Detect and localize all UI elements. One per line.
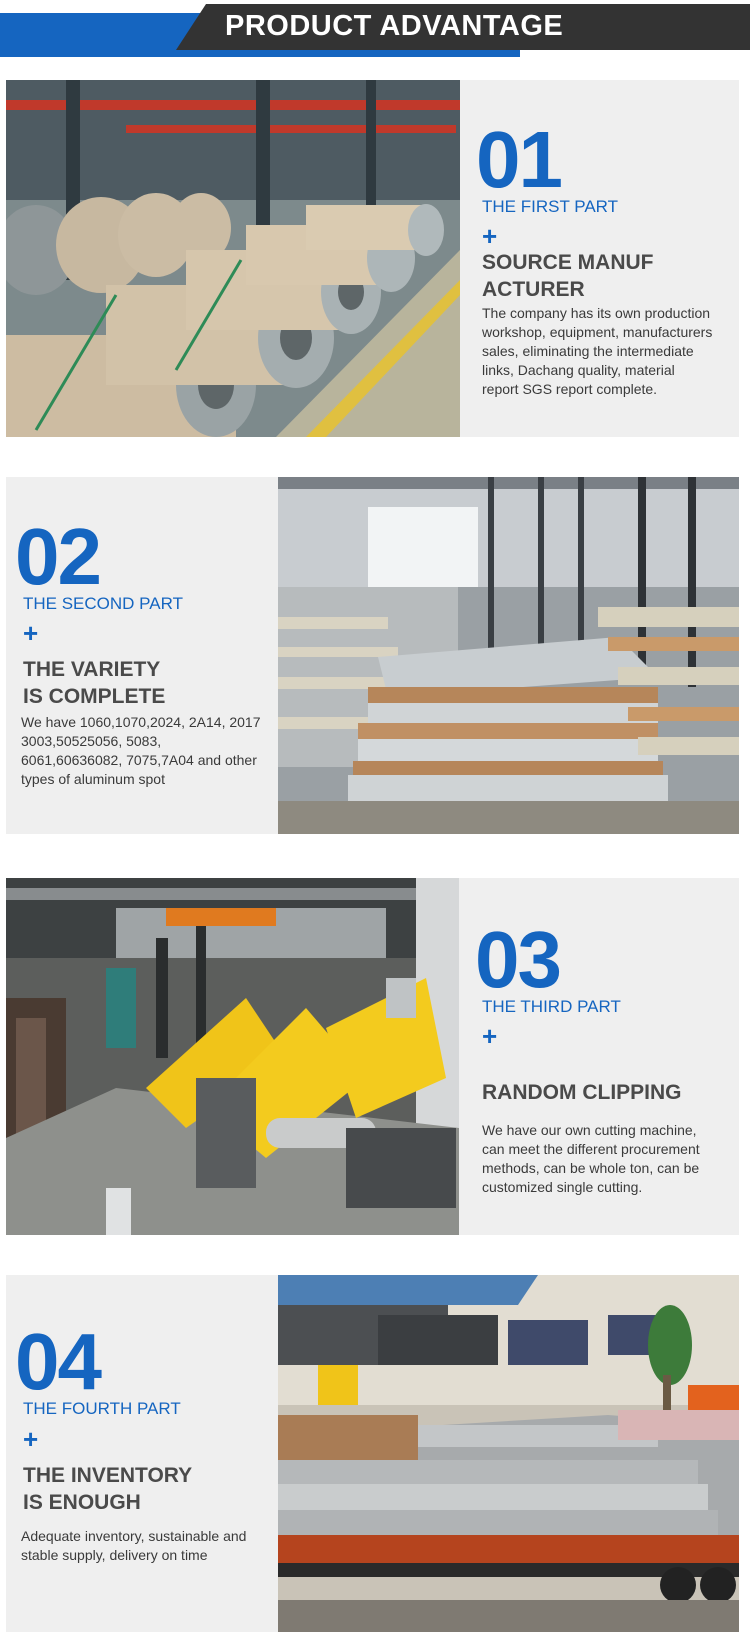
plus-icon: + <box>482 1021 498 1051</box>
aluminum-plates-photo <box>278 477 739 834</box>
advantage-section-1 <box>6 80 739 437</box>
section-part-label: THE SECOND PART <box>23 594 183 613</box>
section-number: 04 <box>15 1317 100 1406</box>
section-heading: RANDOM CLIPPING <box>482 1081 682 1104</box>
truck-delivery-photo <box>278 1275 739 1632</box>
plus-icon: + <box>482 221 498 251</box>
section-heading: THE INVENTORY IS ENOUGH <box>23 1464 193 1514</box>
advantage-section-2 <box>6 477 739 834</box>
section-number: 02 <box>15 512 100 601</box>
section-number: 03 <box>475 915 560 1004</box>
plus-icon: + <box>23 618 39 648</box>
section-description: Adequate inventory, sustainable and stable supply, delivery on time <box>21 1528 247 1563</box>
section-heading: THE VARIETY IS COMPLETE <box>23 658 166 708</box>
advantage-section-4 <box>6 1275 739 1632</box>
section-part-label: THE FIRST PART <box>482 197 619 216</box>
section-text-panel <box>6 1275 278 1632</box>
advantage-section-3 <box>6 878 739 1235</box>
aluminum-coils-photo <box>6 80 460 437</box>
section-number: 01 <box>476 115 561 204</box>
cutting-machine-photo <box>6 878 459 1235</box>
section-text-panel <box>6 477 278 834</box>
plus-icon: + <box>23 1424 39 1454</box>
section-part-label: THE THIRD PART <box>482 997 621 1016</box>
header-banner <box>0 0 750 60</box>
section-text-panel <box>459 878 739 1235</box>
section-description: We have our own cutting machine, can meet the different procurement methods, can be whole ton, can be customized single cutting. <box>482 1122 700 1195</box>
section-part-label: THE FOURTH PART <box>23 1399 181 1418</box>
section-description: The company has its own production workshop, equipment, manufacturers sales, eliminating the intermediate links, Dachang quality, material report SGS report complete. <box>482 305 713 397</box>
section-heading: SOURCE MANUF ACTURER <box>482 251 654 301</box>
section-description: We have 1060,1070,2024, 2A14, 2017 3003,50525056, 5083, 6061,60636082, 7075,7A04 and other types of aluminum spot <box>21 714 261 787</box>
section-text-panel <box>460 80 739 437</box>
banner-title: PRODUCT ADVANTAGE <box>225 10 564 42</box>
